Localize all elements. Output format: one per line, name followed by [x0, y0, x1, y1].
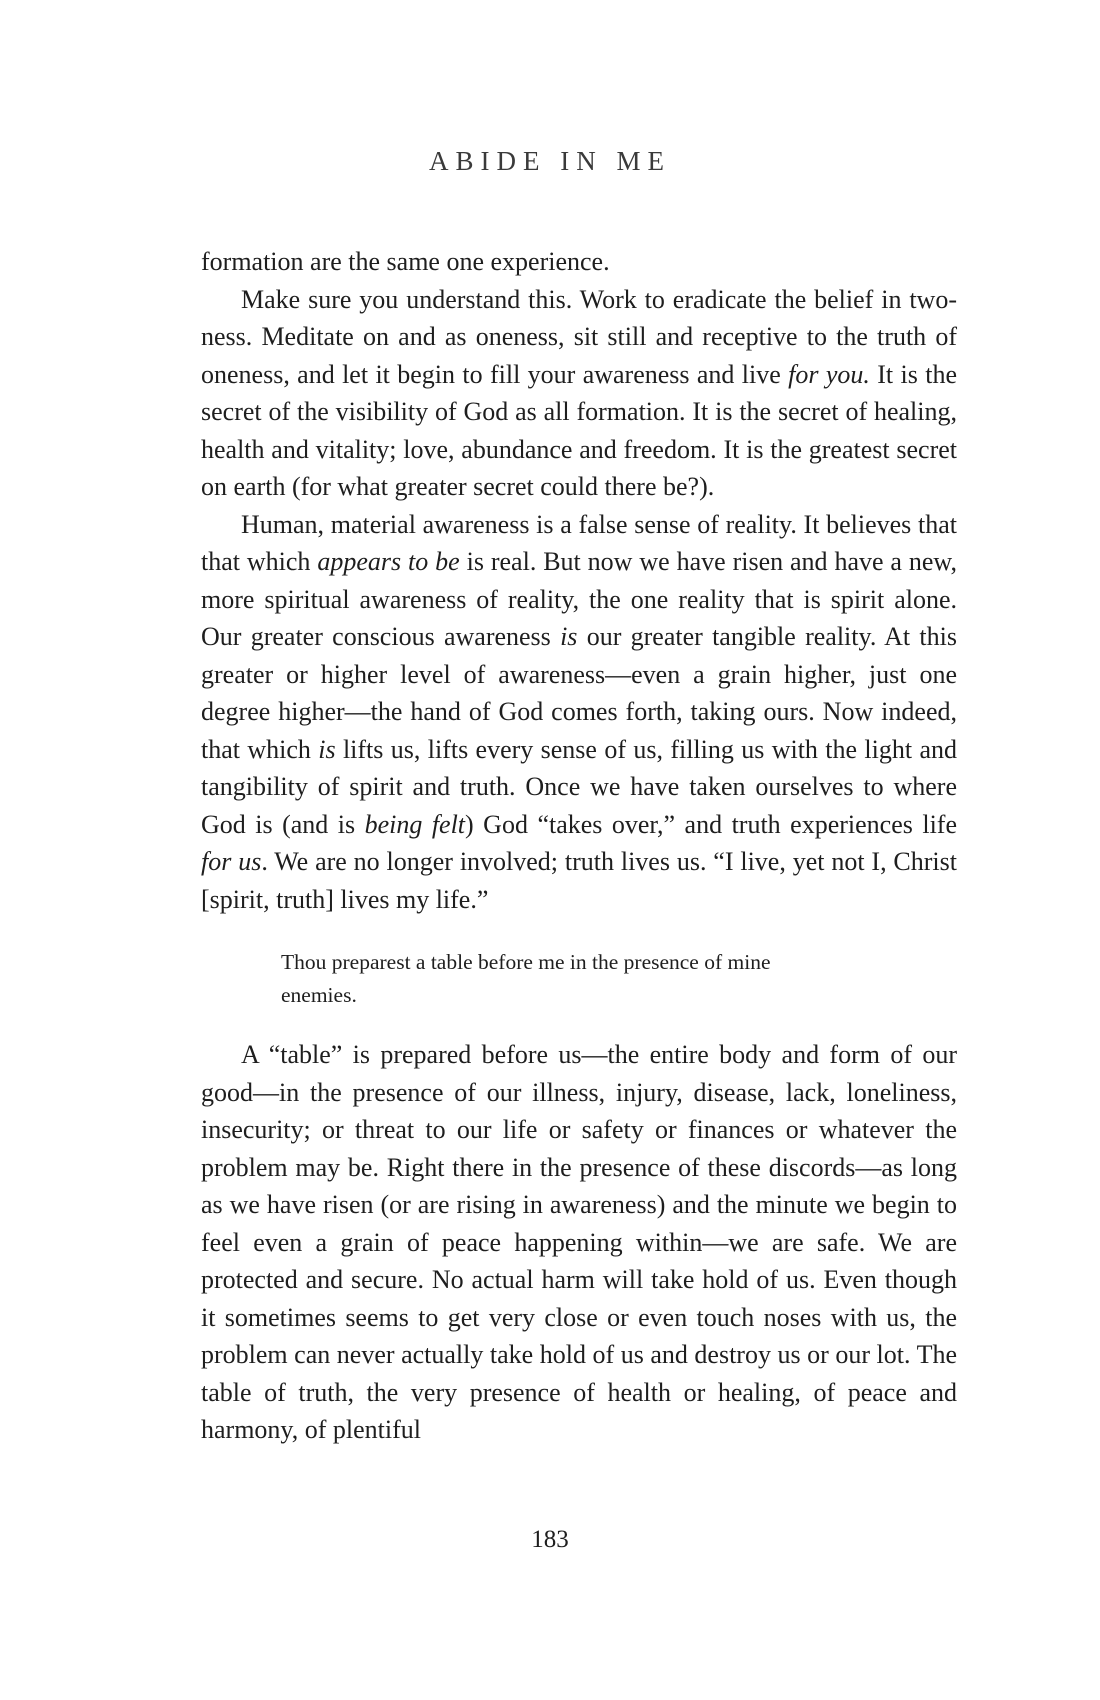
- italic-run: appears to be: [317, 547, 460, 576]
- text-run: It is the secret of the visibility of God as all formation. It is the secret of healing, health and vitality; love, abundance and freedom. It is the greatest secret on earth (for what greater secret could there be?).: [201, 359, 957, 501]
- paragraph: A “table” is prepared before us—the entire body and form of our good—in the presence of our illness, injury, disease, lack, loneliness, insecurity; or threat to our life or safety or finances or whatever the problem may be. Right there in the presence of these discords—as long as we have risen (or are rising in awareness) and the minute we begin to feel even a grain of peace happening within—we are safe. We are protected and secure. No actual harm will take hold of us. Even though it sometimes seems to get very close or even touch noses with us, the problem can never actually take hold of us and destroy us or our lot. The table of truth, the very presence of health or healing, of peace and harmony, of plentiful: [201, 1040, 957, 1444]
- italic-run: is: [560, 622, 578, 651]
- text-run: Make sure you understand this. Work to eradicate the belief in two-ness. Meditate on and as oneness, sit still and receptive to the truth of oneness, and let it begin to fill your awareness and live: [201, 284, 957, 389]
- italic-run: being felt: [364, 809, 466, 839]
- paragraph: [201, 506, 957, 919]
- text-run: ) God “takes over,” and truth experiences life: [465, 809, 957, 839]
- page-number: 183: [531, 1526, 569, 1553]
- text-run: . We are no longer involved; truth lives us. “I live, yet not I, Christ [spirit, truth] lives my life.”: [201, 847, 957, 914]
- body-text: [201, 243, 957, 1449]
- italic-run: is: [318, 734, 336, 764]
- text-run: lifts us, lifts every sense of us, filling us with the light and tangibility of spirit and truth. Once we have taken ourselves to where God is (and is: [201, 734, 957, 839]
- text-run: our greater tangible reality. At this greater or higher level of awareness—even a grain higher, just one degree higher—the hand of God comes forth, taking ours. Now indeed, that which: [201, 622, 958, 764]
- scripture-quote: Thou preparest a table before me in the presence of mine enemies.: [281, 950, 771, 1007]
- paragraph-continuation: formation are the same one experience.: [201, 247, 610, 276]
- text-run: is real. But now we have risen and have a new, more spiritual awareness of reality, the one reality that is spirit alone. Our greater conscious awareness: [201, 547, 958, 651]
- italic-run: for us: [201, 847, 262, 876]
- running-head: ABIDE IN ME: [429, 146, 671, 176]
- text-run: Human, material awareness is a false sense of reality. It believes that that which: [201, 509, 957, 576]
- italic-run: for you.: [788, 359, 870, 389]
- paragraph: [201, 281, 957, 506]
